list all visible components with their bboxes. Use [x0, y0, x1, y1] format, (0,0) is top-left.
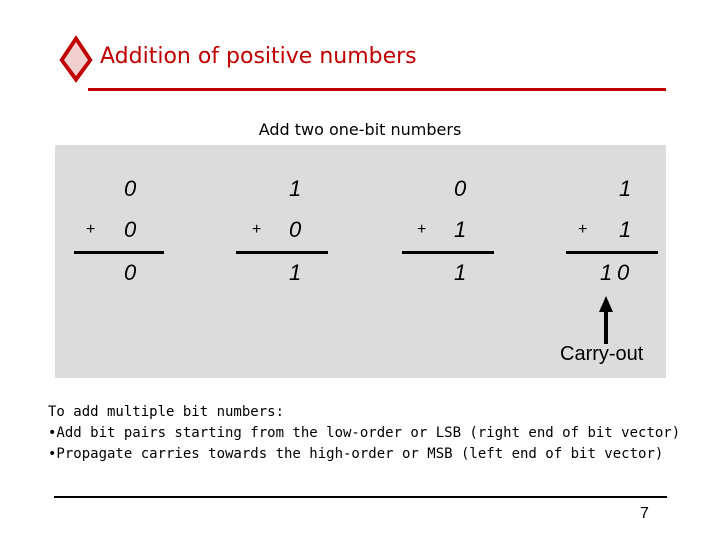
notes-bullet-1: •Add bit pairs starting from the low-order or LSB (right end of bit vector)	[48, 425, 681, 441]
example-1-plus-sign: +	[86, 221, 96, 238]
example-4-operand-a: 1	[619, 176, 632, 201]
example-1-sum: 0	[124, 260, 137, 285]
example-2-sum-line	[236, 251, 328, 254]
example-2-operand-a: 1	[289, 176, 302, 201]
example-1-operand-a: 0	[124, 176, 137, 201]
example-3-plus-sign: +	[417, 221, 427, 238]
notes-block	[48, 402, 680, 465]
slide-subtitle: Add two one-bit numbers	[258, 120, 462, 139]
carry-arrow-icon	[596, 296, 616, 346]
example-4-sum-line	[566, 251, 658, 254]
example-4-operand-b: 1	[619, 217, 632, 242]
carry-out-label: Carry-out	[560, 343, 644, 365]
title-divider	[88, 88, 666, 91]
example-2-operand-b: 0	[289, 217, 302, 242]
example-4-sum-bit: 0	[617, 260, 630, 285]
example-4-carry-bit: 1	[600, 260, 613, 285]
example-4-plus-sign: +	[578, 221, 588, 238]
example-3-operand-b: 1	[454, 217, 467, 242]
example-2-sum: 1	[289, 260, 302, 285]
example-3-operand-a: 0	[454, 176, 467, 201]
page-number: 7	[640, 505, 649, 522]
diamond-bullet-icon	[0, 0, 100, 100]
slide-title: Addition of positive numbers	[100, 44, 417, 69]
example-1-sum-line	[74, 251, 164, 254]
notes-bullet-2: •Propagate carries towards the high-order or MSB (left end of bit vector)	[48, 446, 664, 462]
example-2-plus-sign: +	[252, 221, 262, 238]
notes-heading: To add multiple bit numbers:	[48, 404, 285, 420]
footer-divider	[54, 496, 667, 498]
example-1-operand-b: 0	[124, 217, 137, 242]
example-3-sum: 1	[454, 260, 467, 285]
example-3-sum-line	[402, 251, 494, 254]
